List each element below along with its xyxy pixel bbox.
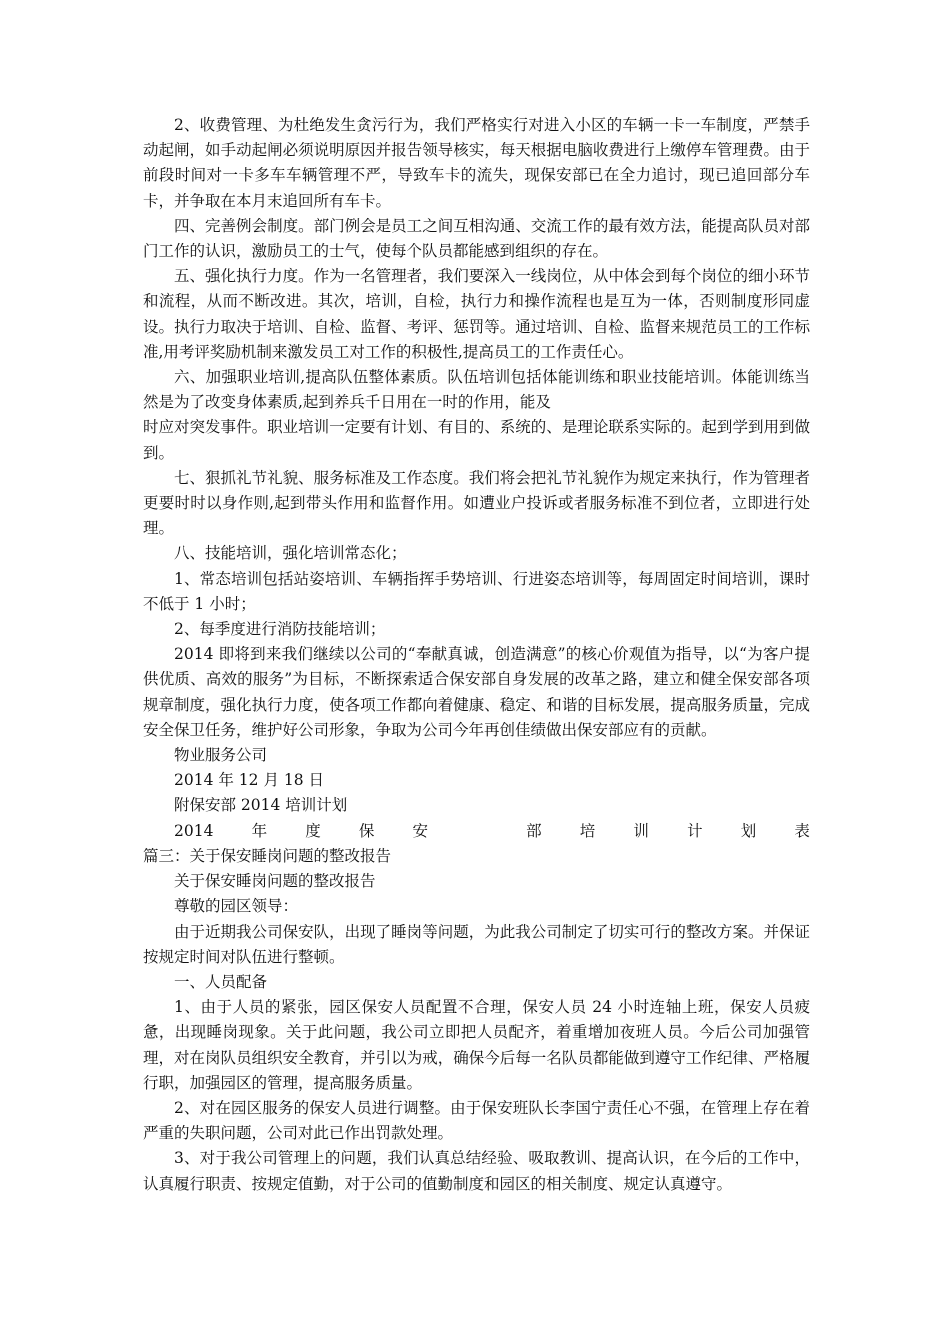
report-title: 关于保安睡岗问题的整改报告 [174,872,376,891]
paragraph: 时应对突发事件。职业培训一定要有计划、有目的、系统的、是理论联系实际的。起到学到用到做到。 [143,418,810,462]
paragraph: 八、技能培训，强化培训常态化； [174,544,407,563]
document-page [143,113,810,1197]
subheading: 一、人员配备 [174,972,268,991]
heading-char: 保 [358,821,375,840]
paragraph: 1、由于人员的紧张，园区保安人员配置不合理，保安人员 24 小时连轴上班，保安人员疲惫，出现睡岗现象。关于此问题，我公司立即把人员配齐，着重增加夜班人员。今后公司加强管理，对在岗队员组织安全教育，并引以为戒，确保今后每一名队员都能做到遵守工作纪律、严格履行职，加强园区的管理，提高服务质量。 [143,998,810,1092]
heading-char: 年 [251,821,268,840]
paragraph: 2、收费管理、为杜绝发生贪污行为，我们严格实行对进入小区的车辆一卡一车制度，严禁手动起闸，如手动起闸必须说明原因并报告领导核实，每天根据电脑收费进行上缴停车管理费。由于前段时间对一卡多车车辆管理不严，导致车卡的流失，现保安部已在全力追讨，现已追回部分车卡，并争取在本月末追回所有车卡。 [143,116,810,210]
training-plan-heading [143,819,810,844]
paragraph: 2、每季度进行消防技能培训； [174,620,386,639]
paragraph: 五、强化执行力度。作为一名管理者，我们要深入一线岗位，从中体会到每个岗位的细小环节和流程，从而不断改进。其次，培训，自检，执行力和操作流程也是互为一体，否则制度形同虚设。执行力取决于培训、自检、监督、考评、惩罚等。通过培训、自检、监督来规范员工的工作标准,用考评奖励机制来激发员工对工作的积极性,提高员工的工作责任心。 [143,267,810,361]
paragraph: 1、常态培训包括站姿培训、车辆指挥手势培训、行进姿态培训等，每周固定时间培训，课时不低于 1 小时； [143,569,810,613]
heading-char: 度 [305,821,321,840]
attachment-note: 附保安部 2014 培训计划 [174,796,348,815]
paragraph: 四、完善例会制度。部门例会是员工之间互相沟通、交流工作的最有效方法，能提高队员对部门工作的认识，激励员工的士气，使每个队员都能感到组织的存在。 [143,216,810,261]
paragraph: 2014 即将到来我们继续以公司的“奉献真诚，创造满意”的核心价观值为指导，以“为客户提供优质、高效的服务”为目标，不断探索适合保安部自身发展的改革之路，建立和健全保安部各项规章制度，强化执行力度，使各项工作都向着健康、稳定、和谐的目标发展，提高服务质量，完成安全保卫任务，维护好公司形象，争取为公司今年再创佳绩做出保安部应有的贡献。 [143,645,810,739]
heading-char: 安 [412,821,429,840]
signature-date: 2014 年 12 月 18 日 [174,771,325,790]
heading-char: 部 [526,821,542,840]
heading-char: 2014 [174,821,214,840]
heading-char: 划 [740,821,757,840]
section-title: 篇三：关于保安睡岗问题的整改报告 [143,846,392,865]
paragraph: 3、对于我公司管理上的问题，我们认真总结经验、吸取教训、提高认识，在今后的工作中，认真履行职责、按规定值勤，对于公司的值勤制度和园区的相关制度、规定认真遵守。 [143,1149,810,1193]
paragraph: 七、狠抓礼节礼貌、服务标准及工作态度。我们将会把礼节礼貌作为规定来执行，作为管理者更要时时以身作则,起到带头作用和监督作用。如遭业户投诉或者服务标准不到位者，立即进行处理。 [143,468,810,538]
signature-company: 物业服务公司 [174,746,268,765]
heading-char: 培 [579,821,596,840]
salutation: 尊敬的园区领导： [174,897,299,916]
paragraph: 2、对在园区服务的保安人员进行调整。由于保安班队长李国宁责任心不强，在管理上存在着严重的失职问题，公司对此已作出罚款处理。 [143,1098,810,1143]
heading-char: 表 [794,821,810,840]
heading-char: 计 [687,821,703,840]
heading-char: 训 [633,821,649,840]
paragraph: 由于近期我公司保安队，出现了睡岗等问题，为此我公司制定了切实可行的整改方案。并保证按规定时间对队伍进行整顿。 [143,922,810,966]
paragraph: 六、加强职业培训,提高队伍整体素质。队伍培训包括体能训练和职业技能培训。体能训练当然是为了改变身体素质,起到养兵千日用在一时的作用，能及 [143,368,810,412]
